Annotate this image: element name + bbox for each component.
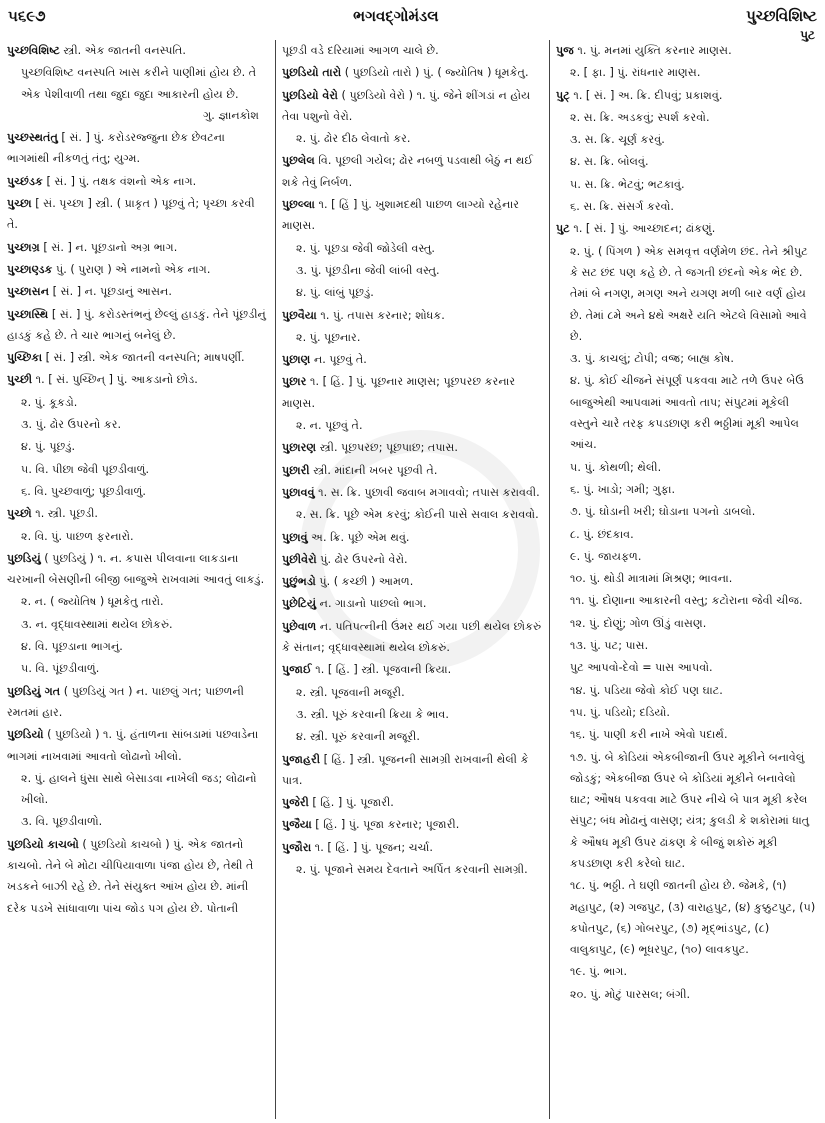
definition: ( પુછડિયો વેરો ) ૧. પું. જેને શીંગડાં ન હોય તેવા પશુનો વેરો. xyxy=(282,88,531,123)
sense-line: ૪. સ્ત્રી. પૂરું કરવાની મજૂરી. xyxy=(296,730,420,744)
dictionary-entry xyxy=(282,659,544,680)
continuation-text: પૂછડી વડે દરિયામાં આગળ ચાલે છે. xyxy=(282,44,439,57)
sense-line: ૬. સ. ક્રિ. સંસર્ગ કરવો. xyxy=(570,200,674,214)
headword: પુછેવાળ xyxy=(282,619,317,633)
sense-line: ૩. સ્ત્રી. પૂરું કરવાની ક્રિયા કે ભાવ. xyxy=(296,707,449,721)
dictionary-entry xyxy=(282,85,544,128)
headword: પુછાર xyxy=(282,375,307,389)
dictionary-entry xyxy=(7,548,269,591)
sense-line: ૨. પું. કૂકડો. xyxy=(21,395,78,409)
definition: ( પુછડિયો તારો ) પું. ( જ્યોતિષ ) ધૂમકેતુ. xyxy=(341,66,529,80)
sense-line: ૪. પું. પૂછડું. xyxy=(21,440,76,454)
sense-line: ૧૯. પું. ભાગ. xyxy=(570,965,628,979)
sense-line: ૧૬. પું. પાણી કરી નાખે એવો પદાર્થ. xyxy=(570,728,728,742)
dictionary-entry xyxy=(7,127,269,170)
sense-line: ૧૮. પું. ભઠ્ઠી. તે ઘણી જાતની હોય છે. જેમકે, (૧) મહાપુટ, (૨) ગજપુટ, (૩) વારાહપુટ, (૪) કુક્કુટપુટ, (૫) કપોતપુટ, (૬) ગોબરપુટ, (૭) મૃદ્ભાંડપુટ, (૮) વાલુકાપુટ, (૯) ભૂધરપુટ, (૧૦) લાવકપુટ. xyxy=(570,879,816,957)
headword: પુજૈયા xyxy=(282,818,312,832)
definition: ૧. [ હિં. ] સ્ત્રી. પૂજવાની ક્રિયા. xyxy=(311,663,452,677)
dictionary-entry xyxy=(7,259,269,280)
headword: પુજૌરા xyxy=(282,840,312,854)
sense-line: પુટ આપવો-દેવો = પાસ આપવો. xyxy=(570,661,713,675)
headword: પુછવૈયા xyxy=(282,308,317,322)
definition: ૧. પું. મનમાં યુક્તિ કરનાર માણસ. xyxy=(573,44,732,57)
definition: [ સં. ] ન. પૂછડાનો અગ્ર ભાગ. xyxy=(39,240,178,254)
sense-line: ૧૩. પું. પટ; પાસ. xyxy=(570,639,649,653)
sense-line: ૩. ન. વૃદ્ધાવસ્થામાં થયેલ છોકરું. xyxy=(21,617,173,631)
column-1 xyxy=(7,40,269,1118)
sense-line: ૨. ન. ( જ્યોતિષ ) ધૂમકેતુ તારો. xyxy=(21,595,164,609)
sense-line: ૨. પું. પૂજાને સમય દેવતાને અર્પિત કરવાની સામગ્રી. xyxy=(296,862,528,876)
dictionary-entry xyxy=(7,237,269,258)
headword: પુજેરી xyxy=(282,796,309,810)
definition: ( પુછડિયું ગત ) ન. પાછલું ગત; પાછળની રમતમાં હાર. xyxy=(7,684,245,719)
definition: ૧. [ સં. ] અ. ક્રિ. દીપવું; પ્રકાશવું. xyxy=(569,88,723,102)
headword: પુછીવેરો xyxy=(282,552,317,566)
headword: પુછડિયું xyxy=(7,551,41,565)
definition: સ્ત્રી. માંદાની ખબર પૂછવી તે. xyxy=(309,463,438,477)
sense-line: ૩. પું. ઢોર ઉપરનો કર. xyxy=(21,418,122,432)
headword: પુજાઈ xyxy=(282,663,312,677)
definition: પું. ( કચ્છી ) આમળ. xyxy=(315,575,414,589)
sense-line: ૨. પું. ( પિંગળ ) એક સમવૃત્ત વર્ણમેળ છંદ. તેને શ્રીપુટ કે સટ છંદ પણ કહે છે. તે જગતી છંદનો એક ભેદ છે. તેમાં બે નગણ, મગણ અને યગણ મળી બાર વર્ણ હોય છે. તેમાં ૮મે અને ૪થે અક્ષરે યતિ એટલે વિસામો આવે છે. xyxy=(570,244,808,343)
sense-line: ૮. પું. છંદકાવ. xyxy=(570,527,634,541)
dictionary-entry xyxy=(282,527,544,548)
column-divider xyxy=(275,40,276,1119)
definition: [ હિં. ] પું. પૂજા કરનાર; પૂજારી. xyxy=(311,818,460,832)
dictionary-entry xyxy=(556,85,818,106)
definition: [ સં. ] પું. કરોડરજ્જુના છેક છેવટના ભાગમાંથી નીકળતું તંતુ; યુગ્મ. xyxy=(7,131,225,166)
dictionary-entry xyxy=(282,792,544,813)
sense-line: ૨. [ ફા. ] પું. રાંધનાર માણસ. xyxy=(570,66,701,80)
dictionary-entry xyxy=(7,304,269,347)
definition: અ. ક્રિ. પૂછે એમ થવું. xyxy=(307,530,410,544)
sense-line: ૩. વિ. પૂછડીવાળો. xyxy=(21,815,103,829)
dictionary-entry xyxy=(282,194,544,237)
sense-line: ૨૦. પું. મોટું પારસલ; બંગી. xyxy=(570,987,691,1001)
dictionary-entry xyxy=(7,681,269,724)
definition: ન. પૂછવું તે. xyxy=(310,353,367,367)
headword: પુચ્છવિશિષ્ટ xyxy=(7,44,60,57)
sense-line: ૨. પું. પૂછનાર. xyxy=(296,330,361,344)
dictionary-entry xyxy=(7,40,269,61)
definition: ૧. [ હિં ] પું. ખુશામદથી પાછળ લાગ્યો રહેનાર માણસ. xyxy=(282,198,519,233)
dictionary-entry xyxy=(282,549,544,570)
definition: ન. પતિપત્નીની ઉંમર થઈ ગયા પછી થયેલ છોકરું કે સંતાન; વૃદ્ધાવસ્થામાં થયેલ છોકરું. xyxy=(282,619,542,655)
definition: ( પુછડિયો ) ૧. પું. હંતાળના સાંબડામાં પછવાડેના ભાગમાં નાખવામાં આવતો લોઢાનો ખીલો. xyxy=(7,728,259,763)
sense-line: ૧૨. પું. દોણું; ગોળ ઊંડું વાસણ. xyxy=(570,616,707,630)
headword: પુછુંભડો xyxy=(282,575,316,589)
dictionary-entry xyxy=(7,369,269,390)
definition: વિ. પૂછલી ગયેલ; ઢોર નબળું પડવાથી બેઠું ન થઈ શકે તેવું નિર્બળ. xyxy=(282,154,534,189)
definition: [ હિં. ] સ્ત્રી. પૂજનની સામગ્રી રાખવાની થેલી કે પાત્ર. xyxy=(282,752,529,787)
headword: પુચ્છી xyxy=(7,373,33,387)
dictionary-entry xyxy=(556,218,818,239)
sense-line: ૨. સ. ક્રિ. અડકવું; સ્પર્શ કરવો. xyxy=(570,110,710,124)
definition: [ સં. પૃચ્છા ] સ્ત્રી. ( પ્રાકૃત ) પૂછવું તે; પૃચ્છા કરવી તે. xyxy=(7,197,255,232)
definition: ( પુછડિયો કાચબો ) પું. એક જાતનો કાચબો. તેને બે મોટા ચીપિયાવાળા પંજા હોય છે, તેથી તે ખડકને બાઝી રહે છે. તેને સંયુક્ત આંખ હોય છે. માંની દરેક પડખે સાંધાવાળા પાંચ જોડ પગ હોય છે. પોતાની xyxy=(7,837,254,915)
sense-line: ૧૪. પું. પડિયા જેવો કોઈ પણ ઘાટ. xyxy=(570,683,723,697)
sense-line: ૭. પું. ઘોડાની ખરી; ઘોડાના પગનો ડાબલો. xyxy=(570,505,756,519)
sense-line: ૯. પું. જાયફળ. xyxy=(570,549,642,563)
dictionary-entry xyxy=(7,503,269,524)
definition: સ્ત્રી. પૂછપરછ; પૂછપાછ; તપાસ. xyxy=(316,441,458,455)
sense-line: ૪. પું. લાંબું પૂછડું. xyxy=(296,286,374,300)
dictionary-entry xyxy=(7,834,269,919)
sense-line: ૫. પું. કોથળી; થેલી. xyxy=(570,460,662,474)
dictionary-entry xyxy=(282,62,544,83)
headword: પુછારણ xyxy=(282,441,317,455)
guide-subword: પુટ xyxy=(800,28,815,42)
headword: પુછાવવું xyxy=(282,485,315,499)
column-divider xyxy=(549,40,550,1119)
book-title: ભગવદ્ગોમંડલ xyxy=(353,7,439,25)
dictionary-entry xyxy=(282,593,544,614)
dictionary-entry xyxy=(282,616,544,659)
headword: પુચ્છાસન xyxy=(7,285,50,299)
definition: [ સં. ] સ્ત્રી. એક જાતની વનસ્પતિ; માષપર્ણી. xyxy=(42,351,245,365)
sense-line: ૩. પું. પૂંછડીના જેવી લાંબી વસ્તુ. xyxy=(296,263,440,277)
dictionary-entry xyxy=(282,837,544,858)
sense-line: ૨. પું. પૂછડા જેવી જોડેલી વસ્તુ. xyxy=(296,241,435,255)
sense-line: ૧૧. પું. દોણાના આકારની વસ્તુ; કટોરાના જેવી ચીજ. xyxy=(570,594,803,608)
definition: ન. ગાડાનો પાછલો ભાગ. xyxy=(316,597,427,611)
headword: પુછલેલ xyxy=(282,154,315,168)
sense-line: ૪. વિ. પૂછડાના ભાગનું. xyxy=(21,640,123,654)
definition: સ્ત્રી. એક જાતની વનસ્પતિ. xyxy=(59,44,186,57)
definition: ૧. પું. તપાસ કરનાર; શોધક. xyxy=(316,308,445,322)
sense-line: ૨. પું. હાલને ધુંસા સાથે બેસાડવા નાખેલી જડ; લોઢાનો ખીલો. xyxy=(21,771,257,807)
headword: પુચ્છાણ્ડક xyxy=(7,262,53,276)
sense-line: ૫. સ. ક્રિ. ભેટવું; ભટકાવું. xyxy=(570,177,685,191)
definition: ૧. [ સં. ] પું. આચ્છાદન; ઢાંકણું. xyxy=(569,222,716,236)
dictionary-entry xyxy=(7,347,269,368)
headword: પુચ્છાગ્ર xyxy=(7,240,40,254)
definition: ૧. [ હિં. ] પું. પૂજન; ચર્ચા. xyxy=(311,840,433,854)
headword: પુચ્છા xyxy=(7,197,32,211)
quoted-note: પુચ્છવિશિષ્ટ વનસ્પતિ ખાસ કરીને પાણીમાં હોય છે. તે એક પેશીવાળી તથા જુદા જુદા આકારની હોય છે. ગુ. જ્ઞાનકોશ xyxy=(7,62,269,126)
headword: પુછલ્લા xyxy=(282,198,315,212)
dictionary-entry xyxy=(7,171,269,192)
sense-line: ૧૦. પું. થોડી માત્રામાં મિશ્રણ; ભાવના. xyxy=(570,572,733,586)
page-header xyxy=(8,4,817,28)
definition: [ સં. ] પું. તક્ષક વંશનો એક નાગ. xyxy=(42,174,197,188)
headword: પુચ્છાસ્થિ xyxy=(7,307,49,321)
sense-line: ૬. વિ. પુચ્છવાળું; પૂછડીવાળું. xyxy=(21,484,146,498)
definition: ૧. સ. ક્રિ. પુછાવી જવાબ મગાવવો; તપાસ કરાવવી. xyxy=(314,485,540,499)
sense-line: ૨. સ. ક્રિ. પૂછે એમ કરવું; કોઈની પાસે સવાલ કરાવવો. xyxy=(296,508,539,522)
sense-line: ૨. વિ. પું. પાછળ ફરનારો. xyxy=(21,529,134,543)
dictionary-entry xyxy=(7,724,269,767)
headword: પુછેટિયું xyxy=(282,597,317,611)
headword: પુટ્ xyxy=(556,88,570,102)
dictionary-entry xyxy=(282,749,544,792)
dictionary-entry xyxy=(282,460,544,481)
headword: પુજ xyxy=(556,44,574,57)
dictionary-entry xyxy=(282,150,544,193)
dictionary-entry xyxy=(7,281,269,302)
definition: પું. ઢોર ઉપરનો વેરો. xyxy=(316,552,408,566)
definition: ૧. [ હિં. ] પું. પૂછનાર માણસ; પૂછપરછ કરનાર માણસ. xyxy=(282,375,516,410)
headword: પુચ્છો xyxy=(7,507,32,521)
sense-line: ૫. વિ. પીછા જેવી પૂછડીવાળું. xyxy=(21,462,150,476)
dictionary-entry xyxy=(282,571,544,592)
dictionary-entry xyxy=(282,371,544,414)
sense-line: ૨. પું. ઢોર દીઠ લેવાતો કર. xyxy=(296,132,411,146)
column-3 xyxy=(556,40,818,1118)
headword: પુછડિયો કાચબો xyxy=(7,837,79,851)
page-number: ૫૬૯૭ xyxy=(8,7,46,25)
definition: [ હિં. ] પું. પૂજારી. xyxy=(308,796,394,810)
dictionary-entry xyxy=(282,814,544,835)
headword: પુટ xyxy=(556,222,570,236)
dictionary-entry xyxy=(282,349,544,370)
headword: પુછાવું xyxy=(282,530,308,544)
definition: [ સં. ] ન. પૂછડાનું આસન. xyxy=(49,285,172,299)
headword: પુચ્છિકા xyxy=(7,351,43,365)
sense-line: ૩. સ. ક્રિ. ચૂર્ણ કરવું. xyxy=(570,133,665,147)
headword: પુછાણ xyxy=(282,353,311,367)
sense-line: ૨. ન. પૂછવું તે. xyxy=(296,419,363,433)
sense-line: ૫. વિ. પૂંછડીવાળું. xyxy=(21,662,100,676)
definition: ૧. સ્ત્રી. પૂછડી. xyxy=(31,507,98,521)
headword: પુછડિયો xyxy=(7,728,44,742)
definition: પું. ( પુરાણ ) એ નામનો એક નાગ. xyxy=(52,262,211,276)
dictionary-entry xyxy=(556,40,818,61)
sense-line: ૩. પું. કાચલું; ટોપી; વજ્ર; બાહ્ય કોષ. xyxy=(570,352,734,366)
dictionary-entry xyxy=(282,437,544,458)
dictionary-entry xyxy=(282,305,544,326)
guide-word: પુચ્છવિશિષ્ટ xyxy=(746,7,817,25)
headword: પુછારી xyxy=(282,463,310,477)
dictionary-entry xyxy=(282,482,544,503)
headword: પુચ્છંડક xyxy=(7,174,43,188)
sense-line: ૨. સ્ત્રી. પૂજવાની મજૂરી. xyxy=(296,685,405,699)
definition: [ સં. ] પું. કરોડસ્તંભનું છેલ્લું હાડકું. તેને પૂંછડીનું હાડકું કહે છે. તે ચાર ભાગનું બનેલું છે. xyxy=(7,307,266,342)
definition: ૧. [ સં. પુચ્છિન્ ] પું. આકડાનો છોડ. xyxy=(32,373,198,387)
headword: પુછડિયો તારો xyxy=(282,66,342,80)
headword: પુછડિયો વેરો xyxy=(282,88,338,102)
headword: પુજાહરી xyxy=(282,752,321,766)
dictionary-entry xyxy=(7,193,269,236)
headword: પુચ્છસ્થતંતુ xyxy=(7,131,58,145)
citation: ગુ. જ્ઞાનકોશ xyxy=(203,108,259,122)
sense-line: ૧૭. પું. બે કોડિયાં એકબીજાની ઉપર મૂકીને બનાવેલું જોડકું; એકબીજા ઉપર બે કોડિયાં મૂકીને બનાવેલો ઘાટ; ઔષધ પકવવા માટે ઉપર નીચે બે પાત્ર મૂકી કરેલ સંપુટ; બંધ મોઢાનું વાસણ; યંત્ર; કુલડી કે શકોરામાં ધાતુ કે ઔષધ મૂકી ઉપર ઢાંકણ કે બીજું શકોરું મૂકી કપડછાણ કરી કરેલો ઘાટ. xyxy=(570,750,810,870)
sense-line: ૬. પું. ખાડો; ગમી; ગુફા. xyxy=(570,482,675,496)
headword: પુછડિયું ગત xyxy=(7,684,61,698)
sense-line: ૧૫. પું. પડિયો; દડિયો. xyxy=(570,705,670,719)
definition: ( પુછડિયું ) ૧. ન. કપાસ પીલવાના લાકડાના ચરખાની બેસણીની બીજી બાજુએ રાખવામાં આવતું લાકડું. xyxy=(7,551,265,587)
sense-line: ૪. પું. કોઈ ચીજને સંપૂર્ણ પકવવા માટે તળે ઉપર બેઉ બાજુએથી આપવામાં આવતો તાપ; સંપુટમાં મૂકેલી વસ્તુને ચારે તરફ કપડછાણ કરી ભઠ્ઠીમાં મૂકી આપેલ આંચ. xyxy=(570,374,804,452)
column-2 xyxy=(282,40,544,1118)
sense-line: ૪. સ. ક્રિ. બોલવું. xyxy=(570,155,649,169)
